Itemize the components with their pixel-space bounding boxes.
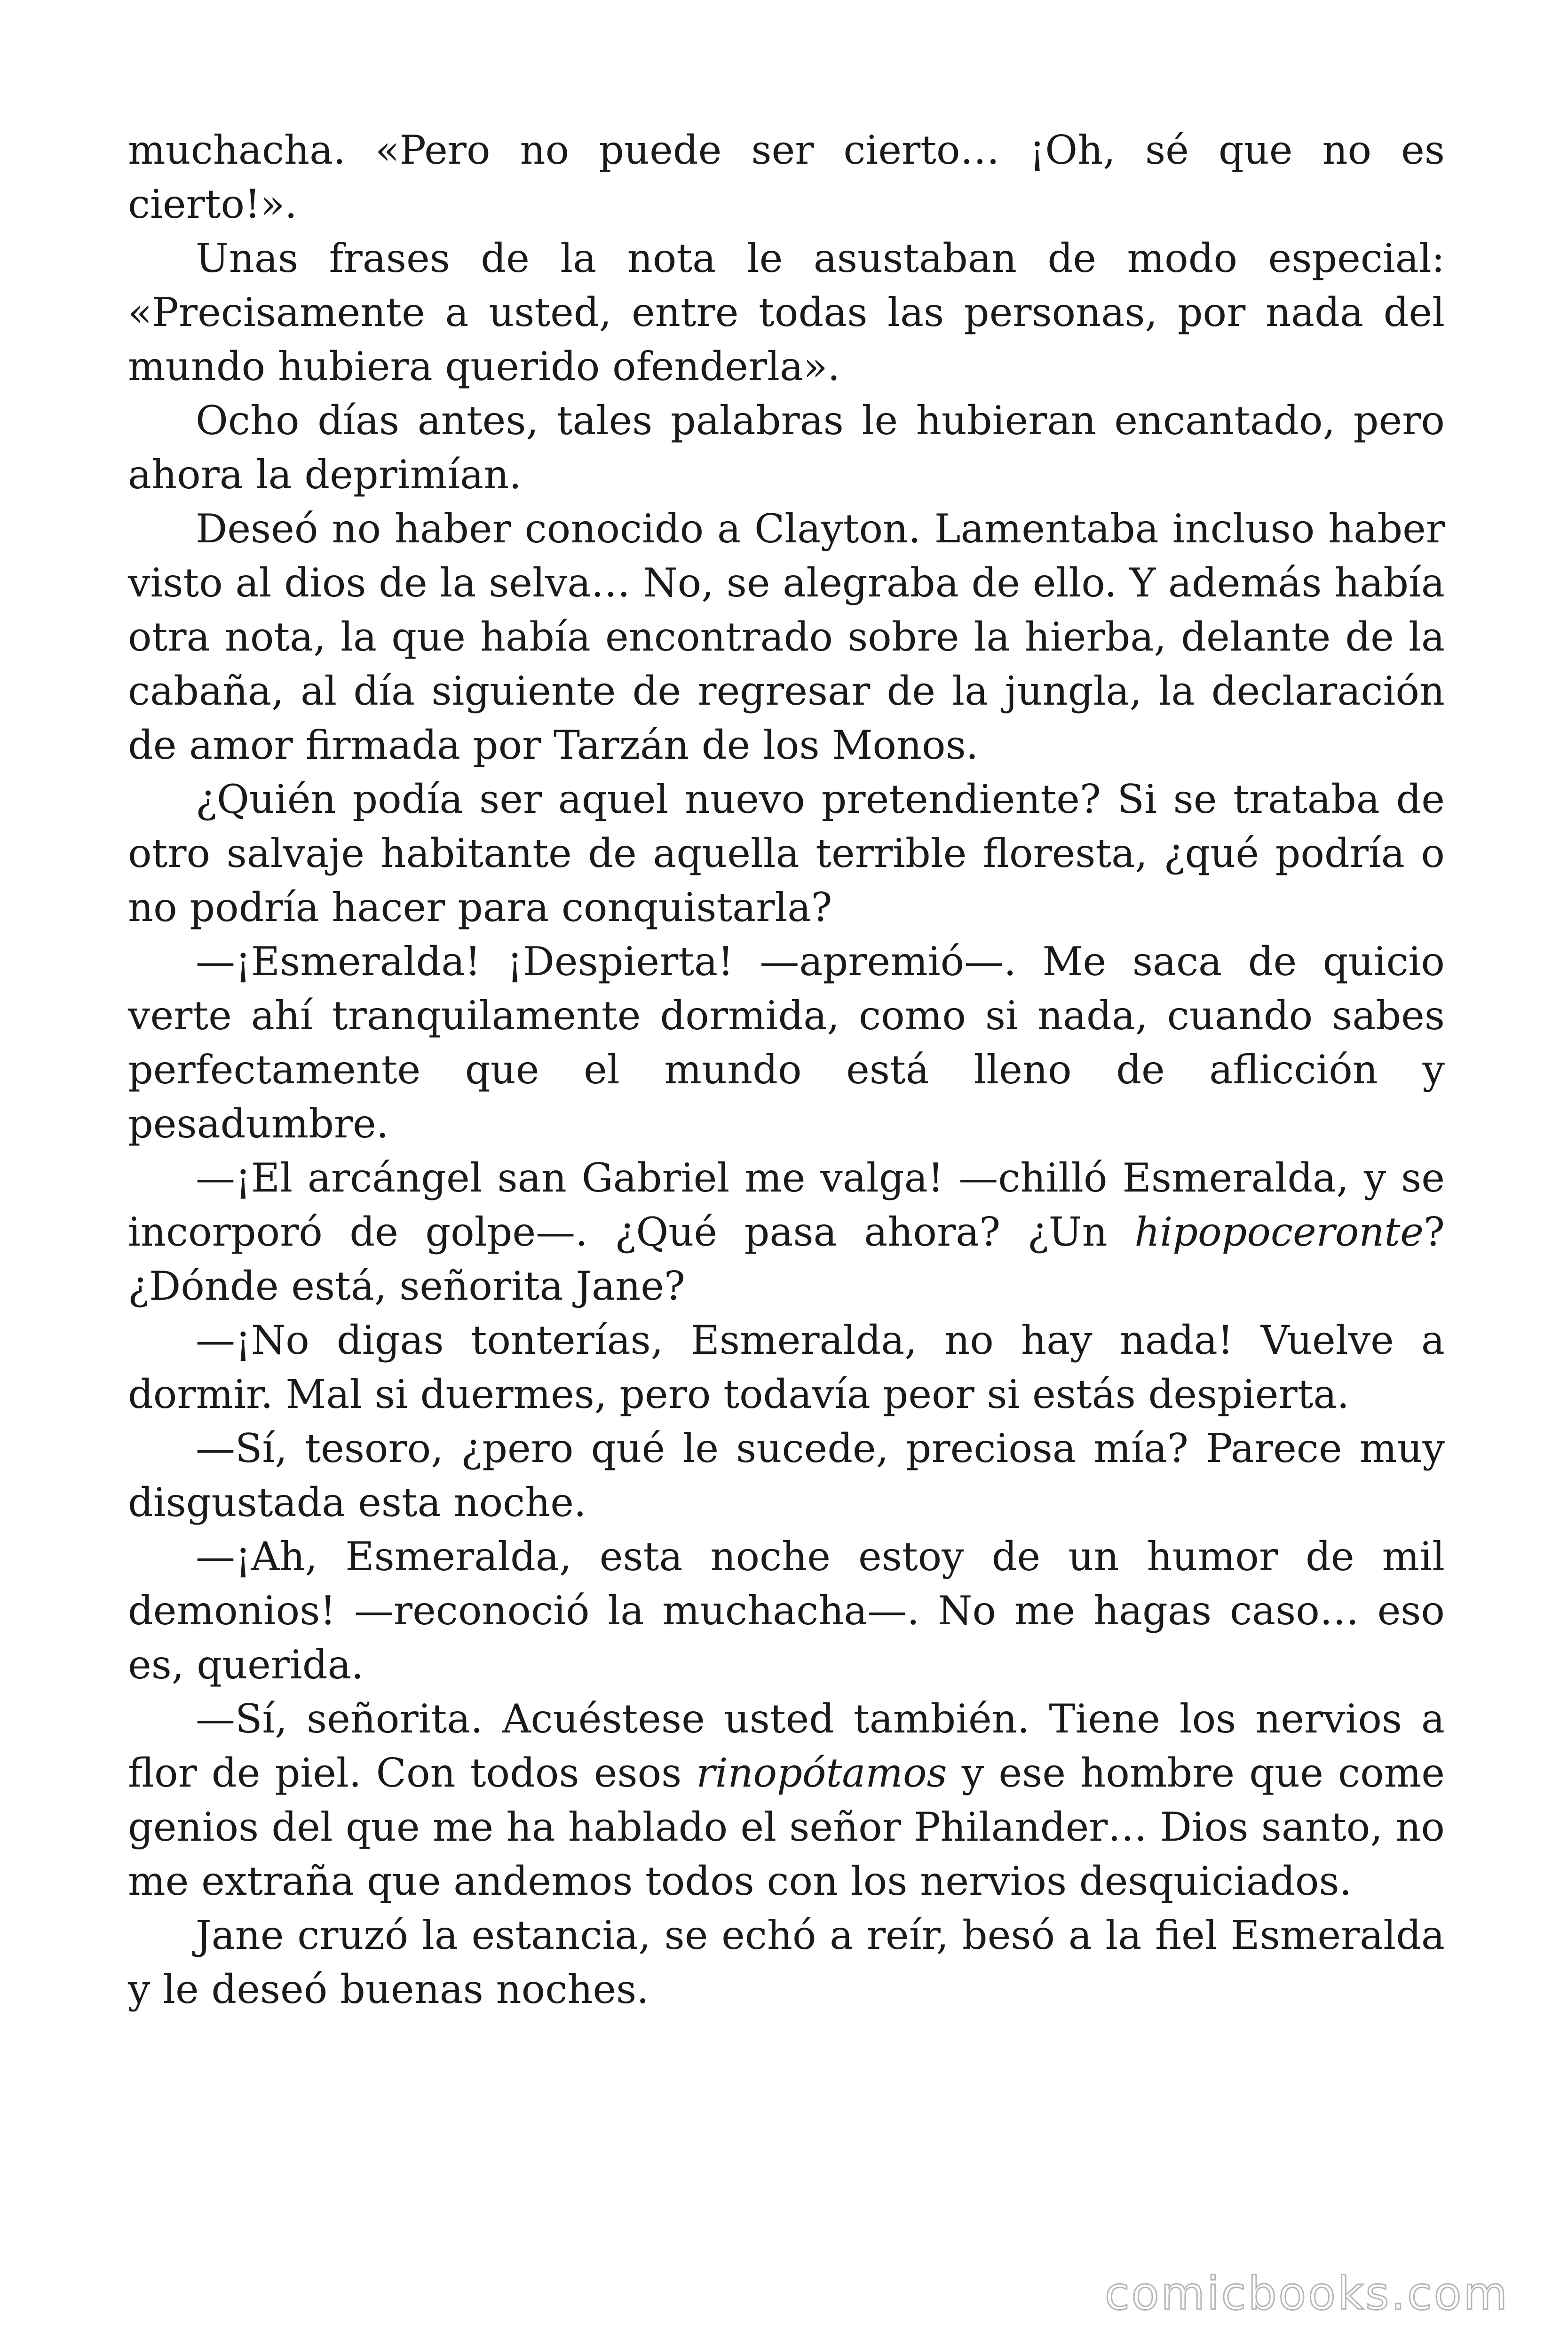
paragraph: —¡Esmeralda! ¡Despierta! —apremió—. Me saca de quicio verte ahí tranquilamente dormida, como si nada, cuando sabes perfectamente que el mundo está lleno de aflicción y pesadumbre. bbox=[128, 938, 1445, 1147]
paragraph: Ocho días antes, tales palabras le hubieran encantado, pero ahora la deprimían. bbox=[128, 397, 1445, 498]
paragraph: ¿Quién podía ser aquel nuevo pretendiente? Si se trataba de otro salvaje habitante de aquella terrible floresta, ¿qué podría o no podría hacer para conquistarla? bbox=[128, 776, 1445, 930]
paragraph: —¡Ah, Esmeralda, esta noche estoy de un humor de mil demonios! —reconoció la muchacha—. No me hagas caso… eso es, querida. bbox=[128, 1534, 1445, 1688]
paragraph: muchacha. «Pero no puede ser cierto… ¡Oh, sé que no es cierto!». bbox=[128, 127, 1445, 227]
paragraph: —¡No digas tonterías, Esmeralda, no hay nada! Vuelve a dormir. Mal si duermes, pero todavía peor si estás despierta. bbox=[128, 1317, 1445, 1417]
italic-word: rinopótamos bbox=[696, 1750, 947, 1796]
paragraph: —Sí, tesoro, ¿pero qué le sucede, preciosa mía? Parece muy disgustada esta noche. bbox=[128, 1425, 1445, 1526]
watermark: comicbooks.com bbox=[1104, 2267, 1509, 2320]
italic-word: hipopoceronte bbox=[1134, 1209, 1424, 1255]
paragraph bbox=[128, 1151, 1445, 1313]
paragraph-text: ? ¿Dónde está, señorita Jane? bbox=[128, 1209, 1445, 1309]
paragraph: Unas frases de la nota le asustaban de modo especial: «Precisamente a usted, entre todas las personas, por nada del mundo hubiera querido ofenderla». bbox=[128, 235, 1445, 389]
paragraph-text: —¡El arcángel san Gabriel me valga! —chilló Esmeralda, y se incorporó de golpe—. ¿Qué pasa ahora? ¿Un bbox=[128, 1155, 1445, 1255]
paragraph-text: —Sí, señorita. Acuéstese usted también. Tiene los nervios a flor de piel. Con todos esos bbox=[128, 1696, 1445, 1796]
paragraph: Deseó no haber conocido a Clayton. Lamentaba incluso haber visto al dios de la selva… No, se alegraba de ello. Y además había otra nota, la que había encontrado sobre la hierba, delante de la cabaña, al día siguiente de regresar de la jungla, la declaración de amor firmada por Tarzán de los Monos. bbox=[128, 506, 1445, 768]
paragraph-text: y ese hombre que come genios del que me ha hablado el señor Philander… Dios santo, no me extraña que andemos todos con los nervios desquiciados. bbox=[128, 1750, 1445, 1904]
paragraph: Jane cruzó la estancia, se echó a reír, besó a la fiel Esmeralda y le deseó buenas noches. bbox=[128, 1912, 1445, 2012]
book-page-body bbox=[128, 123, 1445, 2017]
paragraph bbox=[128, 1692, 1445, 1908]
